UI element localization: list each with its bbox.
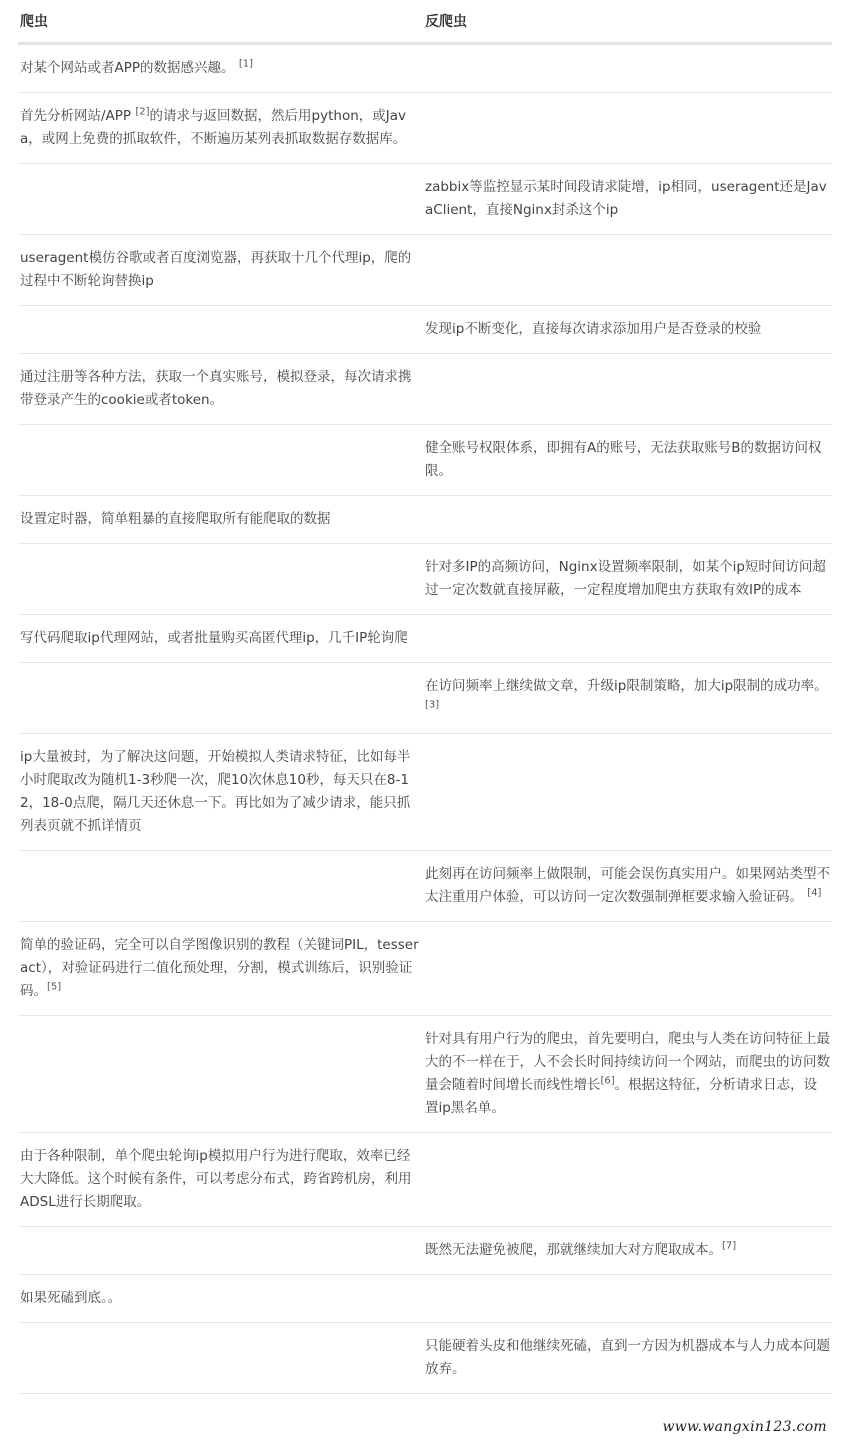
crawler-cell	[18, 734, 423, 851]
table-row	[18, 1323, 832, 1394]
table-row	[18, 306, 832, 354]
anti-crawler-cell	[423, 354, 832, 425]
table-row	[18, 1227, 832, 1275]
anti-crawler-cell	[423, 734, 832, 851]
anti-crawler-cell	[423, 1133, 832, 1227]
cell-text: zabbix等监控显示某时间段请求陡增，ip相同，useragent还是JavaClient，直接Nginx封杀这个ip	[425, 179, 827, 218]
table-row	[18, 615, 832, 663]
cell-text: 如果死磕到底。。	[20, 1290, 122, 1306]
table-row	[18, 235, 832, 306]
anti-crawler-cell	[423, 235, 832, 306]
citation-link[interactable]: [1]	[238, 58, 253, 70]
crawler-cell	[18, 164, 423, 235]
table-row	[18, 922, 832, 1016]
table-row	[18, 164, 832, 235]
crawler-cell	[18, 44, 423, 93]
crawler-cell	[18, 544, 423, 615]
cell-text: 写代码爬取ip代理网站，或者批量购买高匿代理ip，几千IP轮询爬	[20, 630, 408, 646]
table-header-row	[18, 0, 832, 44]
cell-text: 此刻再在访问频率上做限制，可能会误伤真实用户。如果网站类型不太注重用户体验，可以访问一定次数强制弹框要求输入验证码。	[425, 866, 830, 905]
table-row	[18, 93, 832, 164]
crawler-cell	[18, 1227, 423, 1275]
cell-text: 。根据这特征，分析请求日志，设置ip黑名单。	[425, 1077, 818, 1116]
cell-text: 针对具有用户行为的爬虫，首先要明白，爬虫与人类在访问特征上最大的不一样在于，人不会长时间持续访问一个网站，而爬虫的访问数量会随着时间增长而线性增长	[425, 1031, 830, 1093]
table-row	[18, 544, 832, 615]
crawler-cell	[18, 306, 423, 354]
cell-text: 首先分析网站/APP	[20, 108, 136, 124]
anti-crawler-cell	[423, 1275, 832, 1323]
anti-crawler-cell	[423, 1227, 832, 1275]
citation-link[interactable]: [6]	[600, 1075, 615, 1087]
crawler-vs-anticrawler-table	[18, 0, 832, 1394]
site-watermark: www.wangxin123.com	[662, 1419, 827, 1435]
citation-link[interactable]: [2]	[135, 106, 150, 118]
anti-crawler-cell	[423, 544, 832, 615]
cell-text: ip大量被封，为了解决这问题，开始模拟人类请求特征，比如每半小时爬取改为随机1-3秒爬一次，爬10次休息10秒，每天只在8-12，18-0点爬，隔几天还休息一下。再比如为了减少请求，能只抓列表页就不抓详情页	[20, 749, 411, 834]
anti-crawler-cell	[423, 496, 832, 544]
crawler-cell	[18, 93, 423, 164]
cell-text: 发现ip不断变化，直接每次请求添加用户是否登录的校验	[425, 321, 762, 337]
crawler-cell	[18, 851, 423, 922]
anti-crawler-cell	[423, 425, 832, 496]
anti-crawler-cell	[423, 851, 832, 922]
crawler-cell	[18, 922, 423, 1016]
crawler-cell	[18, 354, 423, 425]
citation-link[interactable]: [4]	[807, 887, 822, 899]
table-row	[18, 44, 832, 93]
crawler-cell	[18, 615, 423, 663]
crawler-cell	[18, 663, 423, 734]
crawler-cell	[18, 1275, 423, 1323]
table-row	[18, 851, 832, 922]
anti-crawler-cell	[423, 615, 832, 663]
table-row	[18, 1133, 832, 1227]
anti-crawler-cell	[423, 1323, 832, 1394]
table-row	[18, 425, 832, 496]
citation-link[interactable]: [7]	[722, 1240, 737, 1252]
anti-crawler-cell	[423, 306, 832, 354]
cell-text: 既然无法避免被爬，那就继续加大对方爬取成本。	[425, 1242, 722, 1258]
cell-text: 在访问频率上继续做文章，升级ip限制策略，加大ip限制的成功率。	[425, 678, 828, 694]
content-area	[18, 0, 832, 1394]
anti-crawler-cell	[423, 44, 832, 93]
crawler-cell	[18, 496, 423, 544]
cell-text: 设置定时器，简单粗暴的直接爬取所有能爬取的数据	[20, 511, 331, 527]
anti-crawler-cell	[423, 922, 832, 1016]
table-row	[18, 1016, 832, 1133]
crawler-cell	[18, 1016, 423, 1133]
crawler-cell	[18, 1133, 423, 1227]
anti-crawler-cell	[423, 164, 832, 235]
table-row	[18, 354, 832, 425]
header-anti-crawler: 反爬虫	[423, 0, 832, 44]
crawler-cell	[18, 1323, 423, 1394]
anti-crawler-cell	[423, 93, 832, 164]
cell-text: useragent模仿谷歌或者百度浏览器，再获取十几个代理ip，爬的过程中不断轮询替换ip	[20, 250, 412, 289]
cell-text: 由于各种限制，单个爬虫轮询ip模拟用户行为进行爬取，效率已经大大降低。这个时候有条件，可以考虑分布式，跨省跨机房，利用ADSL进行长期爬取。	[20, 1148, 412, 1210]
table-row	[18, 734, 832, 851]
cell-text: 对某个网站或者APP的数据感兴趣。	[20, 60, 235, 76]
table-row	[18, 663, 832, 734]
crawler-cell	[18, 235, 423, 306]
cell-text: 通过注册等各种方法，获取一个真实账号，模拟登录，每次请求携带登录产生的cookie或者token。	[20, 369, 412, 408]
citation-link[interactable]: [5]	[47, 981, 62, 993]
crawler-cell	[18, 425, 423, 496]
citation-link[interactable]: [3]	[425, 699, 440, 711]
table-row	[18, 496, 832, 544]
anti-crawler-cell	[423, 663, 832, 734]
cell-text: 针对多IP的高频访问，Nginx设置频率限制，如某个ip短时间访问超过一定次数就直接屏蔽，一定程度增加爬虫方获取有效IP的成本	[425, 559, 826, 598]
cell-text: 健全账号权限体系，即拥有A的账号，无法获取账号B的数据访问权限。	[425, 440, 822, 479]
cell-text: 的请求与返回数据，然后用python，或Java，或网上免费的抓取软件，不断遍历某列表抓取数据存数据库。	[20, 108, 407, 147]
cell-text: 简单的验证码，完全可以自学图像识别的教程（关键词PIL，tesseract），对验证码进行二值化预处理，分割，模式训练后，识别验证码。	[20, 937, 419, 999]
anti-crawler-cell	[423, 1016, 832, 1133]
table-row	[18, 1275, 832, 1323]
header-crawler: 爬虫	[18, 0, 423, 44]
cell-text: 只能硬着头皮和他继续死磕，直到一方因为机器成本与人力成本问题放弃。	[425, 1338, 830, 1377]
